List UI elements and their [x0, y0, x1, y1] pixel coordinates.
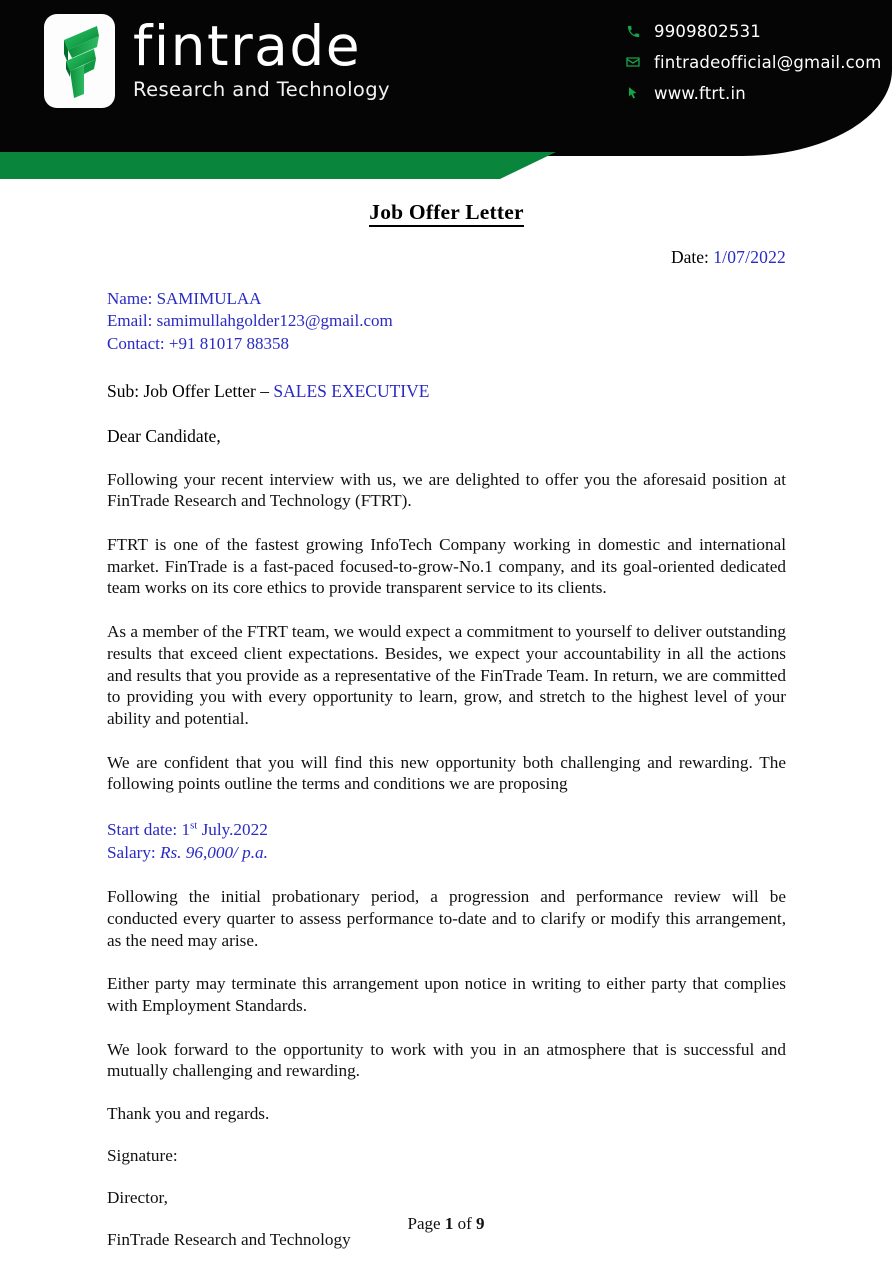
footer-page-word: Page	[407, 1214, 445, 1233]
footer-of-word: of	[453, 1214, 476, 1233]
date-line	[107, 247, 786, 268]
subject-line	[107, 381, 786, 402]
candidate-name-label: Name:	[107, 289, 153, 308]
subject-prefix: Sub: Job Offer Letter –	[107, 380, 274, 401]
fintrade-f-logo-icon	[44, 14, 115, 108]
candidate-contact-row	[107, 333, 786, 355]
candidate-contact-value: +91 81017 88358	[168, 333, 289, 353]
page-title-text: Job Offer Letter	[369, 200, 523, 227]
date-value: 1/07/2022	[713, 247, 786, 267]
start-date-row	[107, 819, 786, 842]
envelope-icon	[622, 54, 644, 70]
candidate-name-row	[107, 288, 786, 310]
candidate-email-label: Email:	[107, 311, 153, 331]
candidate-details	[107, 288, 786, 355]
footer-page-total: 9	[475, 1214, 485, 1233]
body-paragraph-2: FTRT is one of the fastest growing InfoTech Company working in domestic and international market. FinTrade is a fast-paced focused-to-grow-No.1 company, and its goal-oriented dedicated team works on its core ethics to provide transparent service to its clients.	[107, 535, 786, 598]
contact-website	[622, 82, 882, 104]
offer-terms	[107, 819, 786, 864]
candidate-name-value: SAMIMULAA	[156, 289, 262, 308]
page-footer	[0, 1214, 892, 1234]
signer-company: FinTrade Research and Technology	[107, 1229, 351, 1249]
subject-role: SALES EXECUTIVE	[273, 380, 430, 401]
start-date-ordinal-suffix: st	[190, 819, 198, 832]
cursor-arrow-icon	[622, 85, 644, 101]
body-paragraph-7: We look forward to the opportunity to work with you in an atmosphere that is successful and mutually challenging and rewarding.	[107, 1039, 786, 1081]
body-paragraph-4: We are confident that you will find this new opportunity both challenging and rewarding. The following points outline the terms and conditions we are proposing	[107, 752, 786, 794]
salary-row	[107, 842, 786, 865]
candidate-contact-label: Contact:	[107, 333, 165, 353]
salary-value: Rs. 96,000/ p.a.	[159, 842, 268, 862]
signer-title: Director,	[107, 1187, 168, 1207]
brand-name: fintrade	[133, 13, 362, 78]
start-date-day: 1	[181, 819, 191, 839]
signature-label: Signature:	[107, 1145, 178, 1165]
closing-thanks: Thank you and regards.	[107, 1103, 270, 1123]
page-title	[107, 200, 786, 225]
contact-phone-value: 9909802531	[654, 21, 761, 41]
company-logo	[44, 14, 390, 108]
document-body	[0, 178, 892, 1250]
start-date-label: Start date:	[107, 819, 182, 839]
start-date-rest: July.2022	[197, 819, 268, 839]
contact-website-value: www.ftrt.in	[654, 83, 746, 103]
date-label: Date:	[670, 247, 709, 267]
page-header	[0, 0, 892, 178]
contact-info	[622, 20, 882, 104]
footer-page-number: 1	[444, 1214, 454, 1233]
contact-phone	[622, 20, 882, 42]
candidate-email-value: samimullahgolder123@gmail.com	[156, 311, 393, 331]
phone-icon	[622, 24, 644, 39]
salary-label: Salary:	[107, 842, 160, 862]
logo-wordmark	[133, 13, 390, 102]
candidate-email-row	[107, 310, 786, 332]
header-green-band	[0, 152, 556, 179]
body-paragraph-5: Following the initial probationary period, a progression and performance review will be conducted every quarter to assess performance to-date and to clarify or modify this arrangement, as the need may arise.	[107, 887, 786, 950]
salutation: Dear Candidate,	[107, 425, 221, 446]
body-paragraph-3: As a member of the FTRT team, we would expect a commitment to yourself to deliver outstanding results that exceed client expectations. Besides, we expect your accountability in all the actions and results that you provide as a representative of the FinTrade Team. In return, we are committed to providing you with every opportunity to learn, grow, and stretch to the highest level of your ability and potential.	[107, 622, 786, 728]
contact-email	[622, 51, 882, 73]
body-paragraph-6: Either party may terminate this arrangement upon notice in writing to either party that complies with Employment Standards.	[107, 974, 786, 1015]
contact-email-value: fintradeofficial@gmail.com	[654, 52, 882, 72]
brand-tagline: Research and Technology	[133, 78, 390, 102]
body-paragraph-1: Following your recent interview with us, we are delighted to offer you the aforesaid position at FinTrade Research and Technology (FTRT).	[107, 469, 786, 511]
